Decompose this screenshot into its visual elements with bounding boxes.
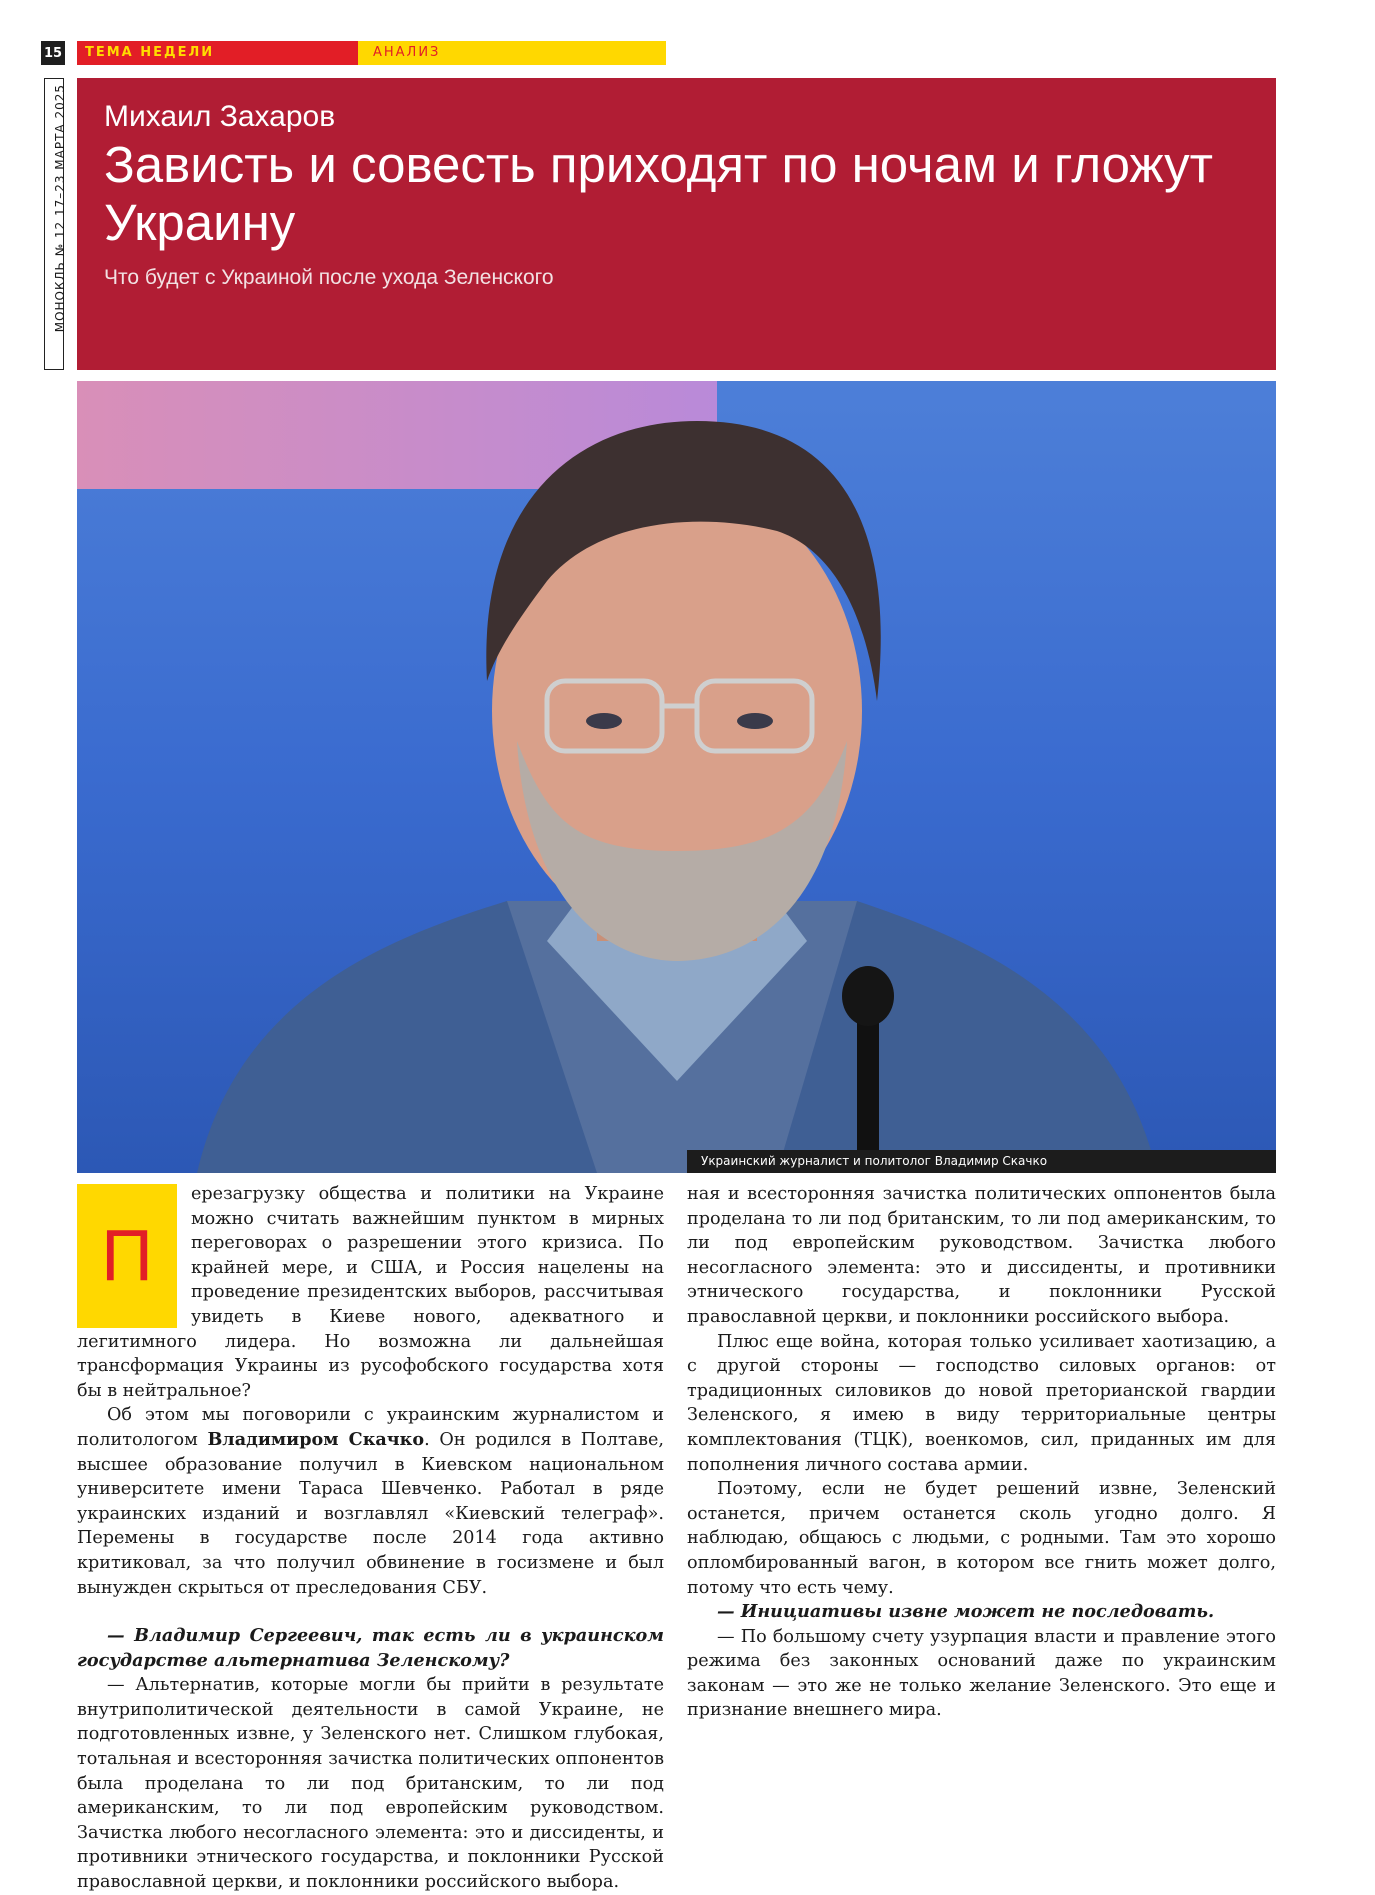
- author-name: Михаил Захаров: [104, 100, 336, 133]
- bio-text-b: . Он родился в Полтаве, высшее образование получил в Киевском национальном университете имени Тараса Шевченко. Работал в ряде украинских изданий и возглавлял «Киевский телеграф». Перемены в государстве после 2014 года активно критиковал, за что получил обвинение в госизмене и был вынужден скрыться от преследования СБУ.: [77, 1429, 665, 1598]
- article-title: Зависть и совесть приходят по ночам и гложут Украину: [104, 136, 1214, 251]
- drop-cap: П: [77, 1184, 177, 1328]
- question-1: — Владимир Сергеевич, так есть ли в украинском государстве альтернатива Зеленскому?: [77, 1625, 664, 1671]
- page-number: 15: [41, 41, 65, 65]
- article-photo: [77, 381, 1276, 1173]
- answer-2: Плюс еще война, которая только усиливает хаотизацию, а с другой стороны — господство силовых органов: от традиционных силовиков до новой преторианской гвардии Зеленского, я имею в виду территориальные центры комплектования (ТЦК), военкомов, сил, приданных им для пополнения личного состава армии.: [687, 1331, 1276, 1475]
- rubric-sub: АНАЛИЗ: [358, 41, 666, 65]
- article-dek: Что будет с Украиной после ухода Зеленского: [104, 266, 554, 289]
- bio-text-a: Об этом мы поговорили с украинским журналистом и политологом: [77, 1405, 664, 1450]
- text-column-left: [77, 1182, 665, 1893]
- answer-4: — По большому счету узурпация власти и правление этого режима без законных оснований даже по украинским законам — это же не только желание Зеленского. Это еще и признание внешнего мира.: [687, 1626, 1276, 1721]
- spacer: [77, 1600, 664, 1624]
- portrait-illustration: [77, 381, 1276, 1173]
- interviewee-name: Владимиром Скачко: [207, 1428, 425, 1450]
- question-2: — Инициативы извне может не последовать.: [717, 1601, 1215, 1623]
- answer-1: — Альтернатив, которые могли бы прийти в результате внутриполитической деятельности в самой Украине, не подготовленных извне, у Зеленского нет. Слишком глубокая, тотальная и всесторонняя зачистка политических оппонентов была проделана то ли под британским, то ли под американским, то ли под европейским руководством. Зачистка любого несогласного элемента: это и диссиденты, и противники этнического государства, и поклонники Русской православной церкви, и поклонники российского выбора.: [77, 1675, 664, 1893]
- issue-line-text: МОНОКЛЬ № 12 17–23 МАРТА 2025: [53, 84, 67, 333]
- text-column-right: [687, 1182, 1276, 1723]
- answer-1-continued: ная и всесторонняя зачистка политических оппонентов была проделана то ли под британским, то ли под американским, то ли под европейским руководством. Зачистка любого несогласного элемента: это и диссиденты, и противники этнического государства, и поклонники Русской православной церкви, и поклонники российского выбора.: [687, 1184, 1276, 1327]
- title-block: [77, 78, 1276, 370]
- paragraph-bio: [77, 1403, 664, 1600]
- rubric-main: ТЕМА НЕДЕЛИ: [77, 41, 358, 65]
- issue-line: [53, 84, 77, 366]
- paragraph-intro: ерезагрузку общества и политики на Украине можно считать важнейшим пунктом в мирных переговорах о разрешении этого кризиса. По крайней мере, и США, и Россия нацелены на проведение президентских выборов, рассчитывая увидеть в Киеве нового, адекватного и легитимного лидера. Но возможна ли дальнейшая трансформация Украины из русофобского государства хотя бы в нейтральное?: [77, 1184, 664, 1401]
- answer-3: Поэтому, если не будет решений извне, Зеленский останется, причем останется сколь угодно долго. Я наблюдаю, общаюсь с людьми, с родными. Там это хорошо опломбированный вагон, в котором все гнить может долго, потому что есть чему.: [687, 1479, 1276, 1598]
- photo-caption: Украинский журналист и политолог Владимир Скачко: [687, 1150, 1276, 1173]
